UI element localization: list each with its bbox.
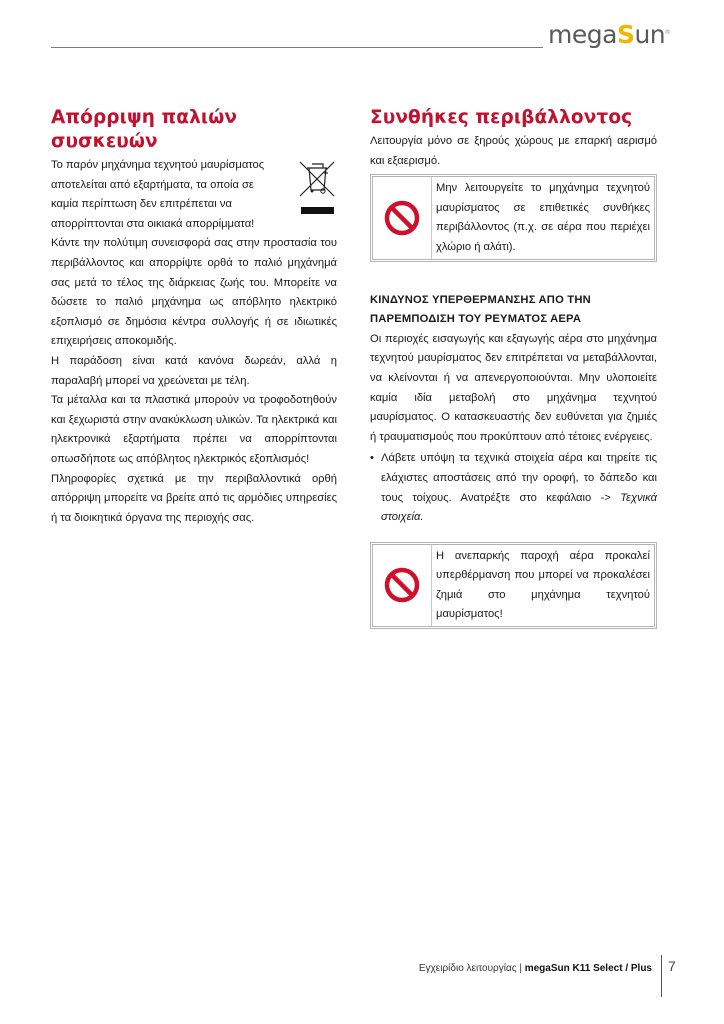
megasun-logo: megaSun ® [548,20,671,49]
footer-divider [661,955,662,997]
environment-section [370,106,657,629]
prohibition-icon [384,567,420,603]
page-number: 7 [668,958,676,974]
technical-data-reference: Τεχνικά στοιχεία. [381,491,657,524]
prohibition-icon [384,200,420,236]
hazard-heading: ΚΙΝΔΥΝΟΣ ΥΠΕΡΘΕΡΜΑΝΣΗΣ ΑΠΟ ΤΗΝ ΠΑΡΕΜΠΟΔΙΣΗ ΤΟΥ ΡΕΥΜΑΤΟΣ ΑΕΡΑ [370,293,591,326]
list-item: • Λάβετε υπόψη τα τεχνικά στοιχεία αέρα και τηρείτε τις ελάχιστες αποστάσεις από την οροφή, το δάπεδο και τους τοίχους. Ανατρέξτε στο κεφάλαιο -> Τεχνικά στοιχεία. [370,449,657,527]
warning-box [370,542,657,629]
header-rule [51,47,543,48]
footer [419,962,652,976]
hazard-text: Οι περιοχές εισαγωγής και εξαγωγής αέρα στο μηχάνημα τεχνητού μαυρίσματος δεν επιτρέπεται να μεταβάλλονται, να κλείνονται ή να απενεργοποιούνται. Μην υλοποιείτε καμία ιδία μεταβολή στο μηχάνημα τεχνητού μαυρίσματος. Ο κατασκευαστής δεν ευθύνεται για ζημιές ή τραυματισμούς που προκύπτουν από τέτοιες ενέργειες. [370,332,657,443]
paragraph: Η παράδοση είναι κατά κανόνα δωρεάν, αλλά η παραλαβή μπορεί να χρεώνεται με τέλη. [51,354,337,387]
intro-line: απορρίπτονται στα οικιακά απορρίμματα! [51,217,255,230]
warning-box [370,174,657,261]
warning-text: Μην λειτουργείτε το μηχάνημα τεχνητού μαυρίσματος σε επιθετικές συνθήκες περιβάλλοντος (π.χ. σε αέρα που περιέχει χλώριο ή αλάτι). [436,182,650,253]
intro-line: αποτελείται από εξαρτήματα, τα οποία σε [51,178,254,191]
disposal-title: Απόρριψη παλιών συσκευών [51,107,238,152]
intro-line: Το παρόν μηχάνημα τεχνητού μαυρίσματος [51,159,265,171]
intro-line: καμία περίπτωση δεν επιτρέπεται να [51,198,232,211]
footer-doc-label: Εγχειρίδιο λειτουργίας | [418,963,525,974]
paragraph: Πληροφορίες σχετικά με την περιβαλλοντικά ορθή απόρριψη μπορείτε να βρείτε από τις αρμόδιες υπηρεσίες ή τα διοικητικά όργανα της περιοχής σας. [51,472,337,524]
crossed-out-wheelie-bin-icon [297,158,337,218]
environment-intro: Λειτουργία μόνο σε ξηρούς χώρους με επαρκή αερισμό και εξαερισμό. [370,135,657,167]
disposal-section [51,106,337,528]
paragraph: Κάντε την πολύτιμη συνεισφορά σας στην προστασία του περιβάλλοντος και απορρίψτε ορθά το παλιό μηχάνημά σας μετά το τέλος της διάρκειας ζωής του. Μπορείτε να δώσετε το παλιό μηχάνημα ως απόβλητο ηλεκτρικό εξοπλισμό σε δημόσια κέντρα συλλογής ή σε ιδιωτικές επιχειρήσεις αποκομιδής. [51,237,337,348]
warning-text: Η ανεπαρκής παροχή αέρα προκαλεί υπερθέρμανση που μπορεί να προκαλέσει ζημιά στο μηχάνημα τεχνητού μαυρίσματος! [436,549,650,621]
paragraph: Τα μέταλλα και τα πλαστικά μπορούν να τροφοδοτηθούν και ξεχωριστά στην ανακύκλωση υλικών. Τα ηλεκτρικά και ηλεκτρονικά εξαρτήματα πρέπει να απορρίπτονται οπωσδήποτε ως απόβλητος ηλεκτρικός εξοπλισμός! [51,394,337,465]
footer-product: megaSun K11 Select / Plus [524,963,652,974]
environment-title: Συνθήκες περιβάλλοντος [370,107,633,128]
bullet-list [370,449,657,527]
